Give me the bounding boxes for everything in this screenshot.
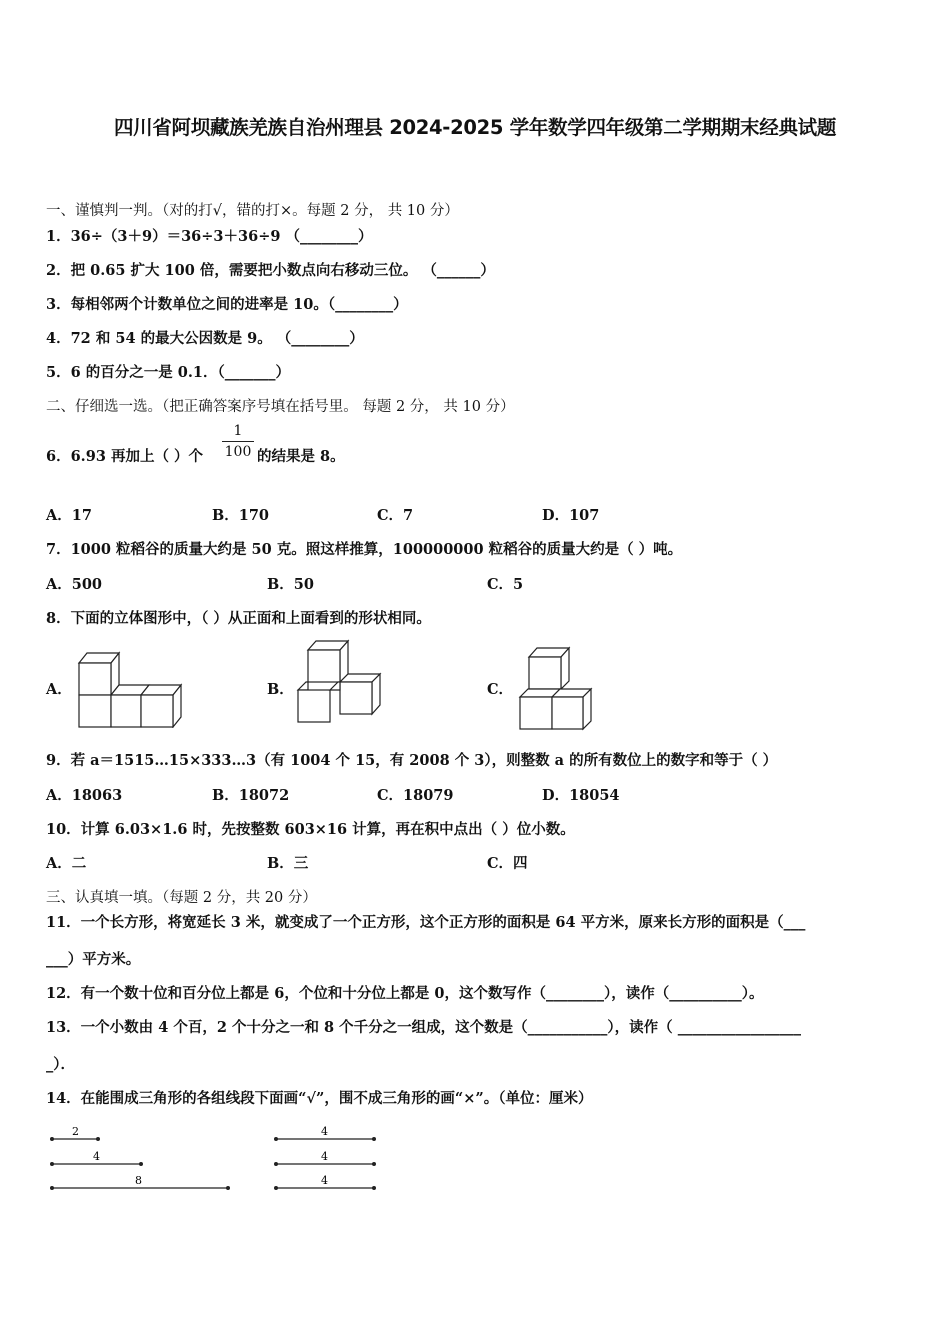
q7-option-a: A．500 [46, 576, 103, 593]
q10-option-b: B．三 [267, 855, 309, 872]
fraction-numerator: 1 [233, 423, 243, 439]
question-1: 1．36÷（3＋9）＝36÷3＋36÷9 （________） [46, 228, 373, 245]
cube-figure-a [74, 648, 186, 728]
question-8: 8．下面的立体图形中，（ ）从正面和上面看到的形状相同。 [46, 610, 431, 627]
segment-group-2 [270, 1122, 390, 1196]
segment-label-4a: 4 [321, 1125, 328, 1138]
section-2-heading: 二、仔细选一选。（把正确答案序号填在括号里。 每题 2 分， 共 10 分） [46, 399, 515, 415]
q9-option-d: D．18054 [542, 787, 620, 804]
question-3: 3．每相邻两个计数单位之间的进率是 10。（________） [46, 296, 408, 313]
question-6 [46, 448, 203, 466]
q6-option-a: A．17 [46, 507, 92, 524]
cube-figure-c [515, 645, 597, 731]
segment-group-1 [46, 1122, 246, 1196]
q9-option-c: C．18079 [377, 787, 454, 804]
q6-option-c: C．7 [377, 507, 414, 524]
question-12: 12．有一个数十位和百分位上都是 6，个位和十分位上都是 0，这个数写作（________），读作（__________）。 [46, 985, 764, 1002]
question-11-line-1: 11．一个长方形，将宽延长 3 米，就变成了一个正方形，这个正方形的面积是 64 平方米，原来长方形的面积是（___ [46, 914, 806, 931]
segment-label-8: 8 [135, 1174, 142, 1187]
q9-option-a: A．18063 [46, 787, 123, 804]
cube-figure-b [294, 638, 384, 728]
q7-option-c: C．5 [487, 576, 524, 593]
q10-option-c: C．四 [487, 855, 528, 872]
question-13-line-1: 13．一个小数由 4 个百，2 个十分之一和 8 个千分之一组成，这个数是（___________），读作（ _________________ [46, 1019, 801, 1036]
question-11-line-2: ___）平方米。 [46, 951, 141, 968]
fraction-denominator: 100 [224, 444, 252, 460]
q8-option-a: A． [46, 681, 72, 698]
q10-option-a: A．二 [46, 855, 87, 872]
fraction-one-hundredth [222, 422, 254, 461]
question-14: 14．在能围成三角形的各组线段下面画“√”，围不成三角形的画“×”。（单位：厘米） [46, 1090, 593, 1107]
segment-label-4b: 4 [321, 1150, 328, 1163]
question-9: 9．若 a＝1515…15×333…3（有 1004 个 15，有 2008 个 3），则整数 a 的所有数位上的数字和等于（ ） [46, 752, 778, 769]
q7-option-b: B．50 [267, 576, 314, 593]
q9-option-b: B．18072 [212, 787, 290, 804]
q8-option-c: C． [487, 681, 514, 698]
question-7: 7．1000 粒稻谷的质量大约是 50 克。照这样推算，100000000 粒稻谷的质量大约是（ ）吨。 [46, 541, 683, 558]
question-4: 4．72 和 54 的最大公因数是 9。 （________） [46, 330, 364, 347]
q6-option-b: B．170 [212, 507, 270, 524]
q6-option-d: D．107 [542, 507, 600, 524]
question-13-line-2: _）． [46, 1056, 75, 1073]
q8-option-b: B． [267, 681, 294, 698]
segment-label-4c: 4 [321, 1174, 328, 1187]
page-title: 四川省阿坝藏族羌族自治州理县 2024-2025 学年数学四年级第二学期期末经典试题 [113, 116, 837, 139]
segment-label-2: 2 [72, 1125, 79, 1138]
question-10: 10．计算 6.03×1.6 时，先按整数 603×16 计算，再在积中点出（ ）位小数。 [46, 821, 575, 838]
question-6-text-before: 6．6.93 再加上（ ）个 [46, 448, 204, 465]
section-1-heading: 一、谨慎判一判。（对的打√，错的打×。每题 2 分， 共 10 分） [46, 203, 459, 219]
section-3-heading: 三、认真填一填。（每题 2 分，共 20 分） [46, 890, 317, 906]
question-2: 2．把 0.65 扩大 100 倍，需要把小数点向右移动三位。 （______） [46, 262, 495, 279]
segment-label-4: 4 [93, 1150, 100, 1163]
question-6-text-after: 的结果是 8。 [257, 448, 345, 465]
question-5: 5．6 的百分之一是 0.1．（_______） [46, 364, 290, 381]
